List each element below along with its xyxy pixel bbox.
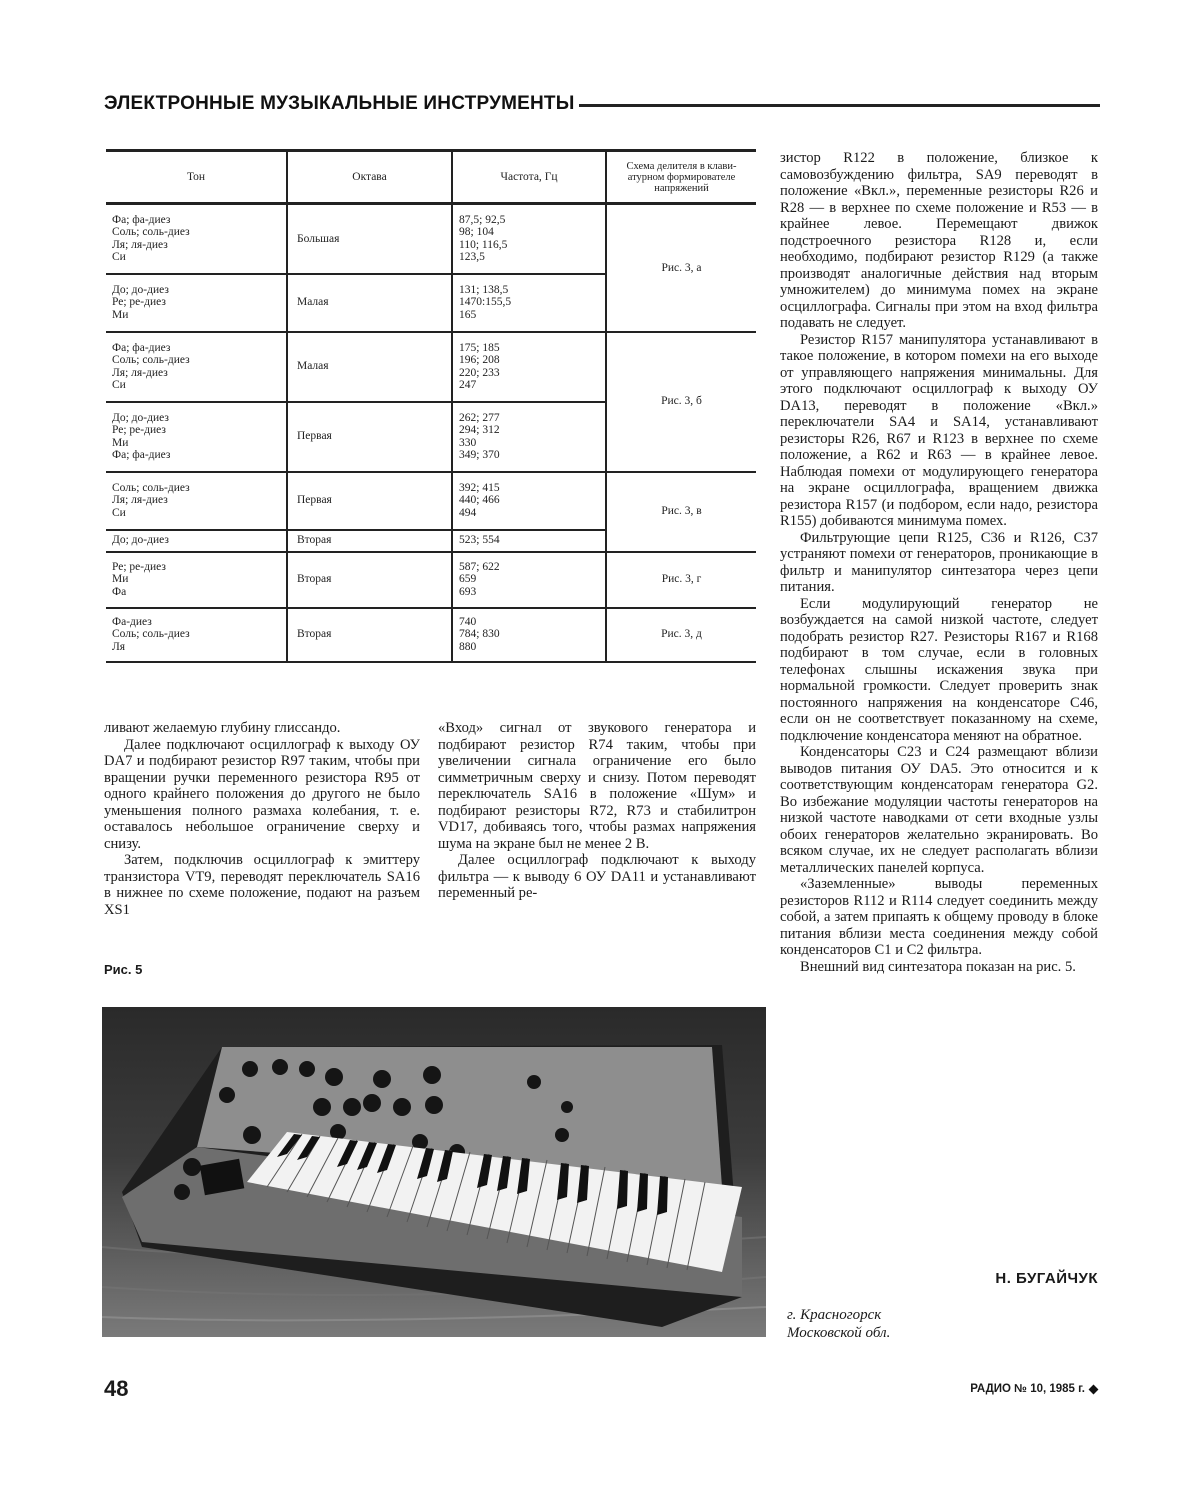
author-name: Н. БУГАЙЧУК xyxy=(995,1270,1098,1287)
cell-tone: Фа; фа-диез Соль; соль-диез Ля; ля-диез Си xyxy=(106,204,287,274)
cell-divider-figure: Рис. 3, д xyxy=(606,608,756,662)
paragraph: Внешний вид синтезатора показан на рис. 5. xyxy=(800,958,1076,975)
table-row xyxy=(106,552,756,608)
publication-footer xyxy=(970,1383,1097,1395)
page-number: 48 xyxy=(104,1376,129,1401)
section-title: ЭЛЕКТРОННЫЕ МУЗЫКАЛЬНЫЕ ИНСТРУМЕНТЫ xyxy=(104,93,575,114)
paragraph: Затем, подключив осциллограф к эмиттеру транзистора VT9, переводят переключатель SA16 в нижнее по схеме положение, подают на разъем XS1 xyxy=(104,852,420,918)
paragraph: «Вход» сигнал от звукового генератора и подбирают резистор R74 таким, чтобы при увеличении сигнала ограничение его было симметричным сверху и снизу. Потом переводят переключатель SA16 в положение «Шум» и подбирают резисторы R72, R73 и стабилитрон VD17, добиваясь того, чтобы размах напряжения шума на экране был не менее 2 В. xyxy=(438,720,756,852)
cell-tone: До; до-диез Ре; ре-диез Ми Фа; фа-диез xyxy=(106,402,287,472)
paragraph: Если модулирующий генератор не возбуждается на самой низкой частоте, следует подобрать резистор R27. Резисторы R167 и R168 подбирают в том случае, если в головных телефонах слышны искажения звука при нормальной громкости. Следует проверить знак постоянного напряжения на конденсаторе C46, если он не соответствует показанному на схеме, подключение конденсатора меняют на обратное. xyxy=(780,595,1098,744)
paragraph: «Заземленные» выводы переменных резисторов R112 и R114 следует соединить между собой, а затем припаять к общему проводу в блоке питания вблизи места соединения между собой конденсаторов C1 и C2 фильтра. xyxy=(780,876,1098,958)
cell-octave: Первая xyxy=(287,472,452,530)
th-divider-scheme: Схема делителя в клави- атурном формирователе напряжений xyxy=(606,151,756,204)
cell-frequency: 175; 185 196; 208 220; 233 247 xyxy=(452,332,606,402)
cell-octave: Большая xyxy=(287,204,452,274)
section-header xyxy=(104,92,1100,116)
cell-tone: Фа-диез Соль; соль-диез Ля xyxy=(106,608,287,662)
frequency-table xyxy=(106,149,756,663)
text-column-1 xyxy=(104,720,420,918)
publication-info: РАДИО № 10, 1985 г. xyxy=(970,1383,1085,1395)
cell-tone: Соль; соль-диез Ля; ля-диез Си xyxy=(106,472,287,530)
cell-frequency: 262; 277 294; 312 330 349; 370 xyxy=(452,402,606,472)
cell-octave: Вторая xyxy=(287,552,452,608)
paragraph: Фильтрующие цепи R125, C36 и R126, C37 устраняют помехи от генераторов, проникающие в фильтр и манипулятор синтезатора через цепи питания. xyxy=(780,529,1098,595)
cell-frequency: 87,5; 92,5 98; 104 110; 116,5 123,5 xyxy=(452,204,606,274)
paragraph: зистор R122 в положение, близкое к самовозбуждению фильтра, SA9 переводят в положение «Вкл.», переменные резисторы R26 и R28 — в верхнее по схеме положение и R53 — в крайнее левое. Перемещают движок подстроечного резистора R128 и, если необходимо, подбирают резистор R129 (а также производят аналогичные действия над вторым умножителем) до минимума помех на экране осциллографа. Сигналы при этом на вход фильтра подавать не следует. xyxy=(780,150,1098,331)
table-row xyxy=(106,204,756,274)
table-row xyxy=(106,332,756,402)
cell-frequency: 587; 622 659 693 xyxy=(452,552,606,608)
paragraph: Конденсаторы C23 и C24 размещают вблизи выводов питания ОУ DA5. Это относится и к соответствующим конденсаторам генератора G2. Во избежание модуляции частоты генераторов на низкой частоте наводками от сети входные узлы обоих генераторов желательно экранировать. Во всяком случае, их не следует располагать вблизи металлических панелей корпуса. xyxy=(780,744,1098,876)
cell-divider-figure: Рис. 3, а xyxy=(606,204,756,332)
cell-tone: Фа; фа-диез Соль; соль-диез Ля; ля-диез Си xyxy=(106,332,287,402)
cell-frequency: 523; 554 xyxy=(452,530,606,552)
figure-label: Рис. 5 xyxy=(104,962,143,977)
cell-octave: Первая xyxy=(287,402,452,472)
cell-tone: До; до-диез xyxy=(106,530,287,552)
location-region: Московской обл. xyxy=(787,1325,891,1341)
header-rule xyxy=(579,104,1100,107)
cell-octave: Вторая xyxy=(287,530,452,552)
paragraph: Далее подключают осциллограф к выходу ОУ DA7 и подбирают резистор R97 таким, чтобы при вращении ручки переменного резистора R95 от одного крайнего положения до другого не было уменьшения полного размаха колебания, т. е. оставалось небольшое ограничение сверху и снизу. xyxy=(104,736,420,852)
cell-tone: До; до-диез Ре; ре-диез Ми xyxy=(106,274,287,332)
cell-tone: Ре; ре-диез Ми Фа xyxy=(106,552,287,608)
table-row xyxy=(106,472,756,530)
cell-octave: Вторая xyxy=(287,608,452,662)
table-header-row xyxy=(106,151,756,204)
cell-frequency: 392; 415 440; 466 494 xyxy=(452,472,606,530)
th-tone: Тон xyxy=(106,151,287,204)
location-city: г. Красногорск xyxy=(787,1307,882,1323)
cell-frequency: 740 784; 830 880 xyxy=(452,608,606,662)
diamond-icon xyxy=(1089,1384,1099,1394)
synthesizer-photo xyxy=(102,1007,766,1337)
paragraph: ливают желаемую глубину глиссандо. xyxy=(104,720,341,736)
th-octave: Октава xyxy=(287,151,452,204)
cell-divider-figure: Рис. 3, в xyxy=(606,472,756,552)
cell-octave: Малая xyxy=(287,332,452,402)
cell-octave: Малая xyxy=(287,274,452,332)
th-frequency: Частота, Гц xyxy=(452,151,606,204)
table-body xyxy=(106,204,756,662)
text-column-3 xyxy=(780,150,1098,975)
synthesizer-image-icon xyxy=(102,1007,766,1337)
cell-divider-figure: Рис. 3, г xyxy=(606,552,756,608)
cell-divider-figure: Рис. 3, б xyxy=(606,332,756,472)
paragraph: Резистор R157 манипулятора устанавливают в такое положение, в котором помехи на его выходе от управляющего напряжения минимальны. Для этого подключают осциллограф к выходу ОУ DA13, переводят в положение «Вкл.» переключатели SA4 и SA14, устанавливают резисторы R26, R67 и R123 в верхнее по схеме положение, а R62 и R63 — в крайнее левое. Наблюдая помехи от модулирующего генератора на экране осциллографа, вращением движка резистора R157 (и подбором, если надо, резистора R155) добиваются минимума помех. xyxy=(780,331,1098,529)
cell-frequency: 131; 138,5 1470:155,5 165 xyxy=(452,274,606,332)
table-row xyxy=(106,608,756,662)
text-column-2 xyxy=(438,720,756,902)
paragraph: Далее осциллограф подключают к выходу фильтра — к выводу 6 ОУ DA11 и устанавливают переменный ре- xyxy=(438,852,756,901)
author-location xyxy=(787,1306,890,1342)
